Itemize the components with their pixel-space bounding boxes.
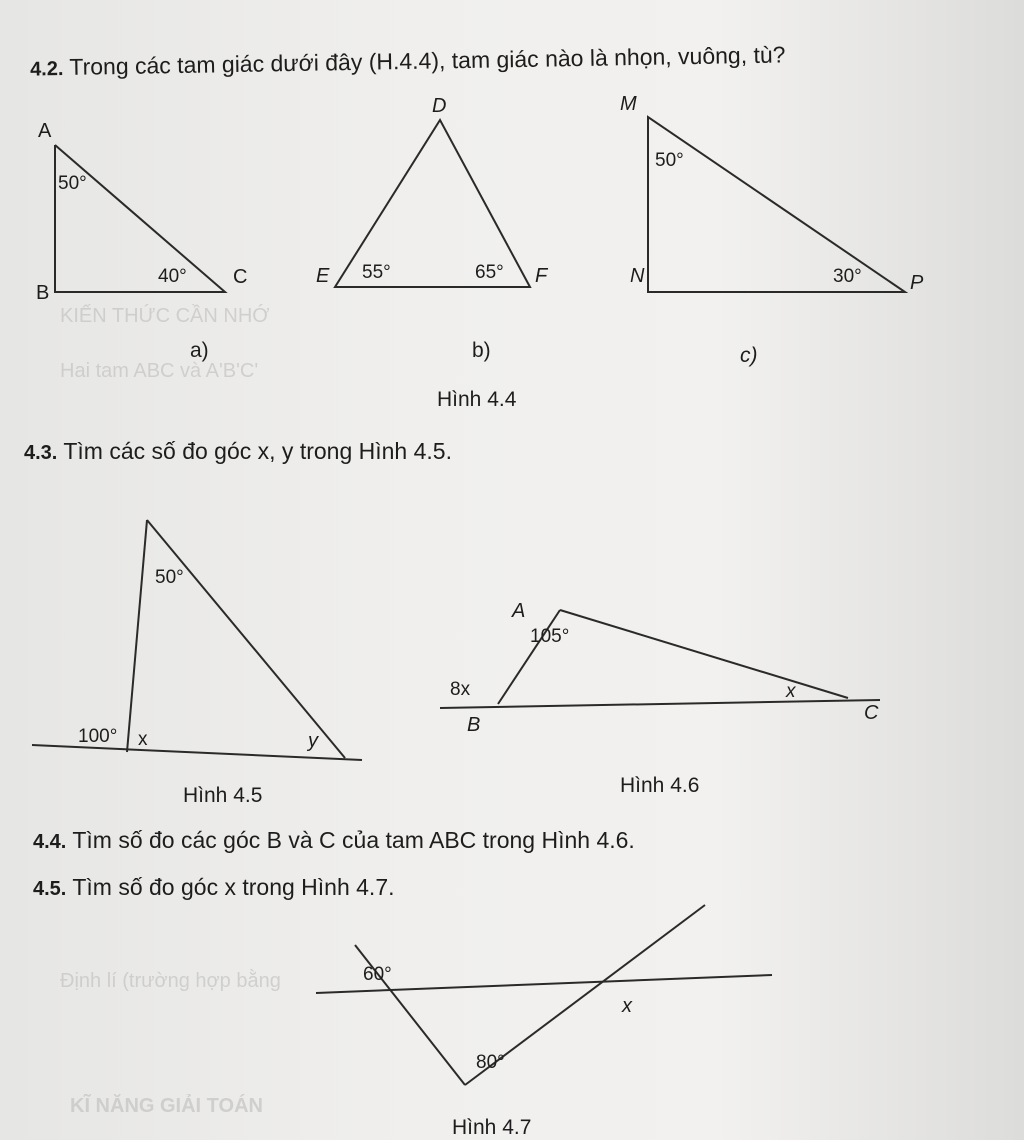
- fig46-angle-c: x: [786, 681, 796, 702]
- fig46-baseline: [440, 700, 880, 708]
- angle-m-label: 50°: [655, 150, 684, 171]
- angle-e-label: 55°: [362, 262, 391, 283]
- angle-c-label: 40°: [158, 266, 187, 287]
- angle-a-label: 50°: [58, 173, 87, 194]
- fig47-x-label: x: [622, 995, 632, 1017]
- bleed-through-text: KIẾN THỨC CẦN NHỚ: [60, 305, 270, 327]
- fig45-x-label: x: [138, 729, 148, 750]
- angle-f-label: 65°: [475, 262, 504, 283]
- vertex-f-label: F: [535, 265, 548, 287]
- triangle-mnp: [648, 117, 905, 292]
- bleed-through-text: KĨ NĂNG GIẢI TOÁN: [70, 1095, 263, 1117]
- subfig-c-label: c): [740, 344, 758, 367]
- problem-4-2: 4.2. Trong các tam giác dưới đây (H.4.4), tam giác nào là nhọn, vuông, tù?: [29, 41, 786, 81]
- vertex-p-label: P: [910, 272, 924, 294]
- vertex-m-label: M: [620, 93, 637, 115]
- problem-4-5: 4.5. Tìm số đo góc x trong Hình 4.7.: [33, 874, 395, 900]
- subfig-a-label: a): [190, 339, 209, 362]
- fig45-right-side: [147, 520, 345, 758]
- fig45-top-angle: 50°: [155, 567, 184, 588]
- vertex-c-label: C: [233, 266, 248, 288]
- angle-p-label: 30°: [833, 266, 862, 287]
- triangle-abc-a: [55, 145, 225, 292]
- vertex-e-label: E: [316, 265, 330, 287]
- vertex-n-label: N: [630, 265, 645, 287]
- fig47-caption: Hình 4.7: [452, 1116, 532, 1139]
- fig46-side-ba: [498, 610, 560, 704]
- bleed-through-text: Định lí (trường hợp bằng: [60, 970, 281, 992]
- vertex-b-label: B: [36, 282, 50, 304]
- fig47-top-angle: 60°: [363, 964, 392, 985]
- vertex-a-label: A: [38, 120, 52, 142]
- problem-4-4: 4.4. Tìm số đo các góc B và C của tam ABC trong Hình 4.6.: [33, 827, 635, 853]
- fig45-caption: Hình 4.5: [183, 784, 263, 807]
- fig46-angle-b: 8x: [450, 679, 471, 700]
- fig46-angle-a: 105°: [530, 626, 570, 647]
- fig45-bottom-left-angle: 100°: [78, 726, 118, 747]
- fig46-vertex-c: C: [864, 702, 879, 724]
- vertex-d-label: D: [432, 95, 447, 117]
- subfig-b-label: b): [472, 339, 491, 362]
- fig46-vertex-a: A: [512, 600, 526, 622]
- bleed-through-text: Hai tam ABC và A'B'C': [60, 360, 259, 382]
- fig46-vertex-b: B: [467, 714, 481, 736]
- fig46-side-ac: [560, 610, 848, 698]
- fig45-left-side: [127, 520, 147, 752]
- problem-4-3: 4.3. Tìm các số đo góc x, y trong Hình 4.5.: [24, 438, 452, 464]
- fig45-y-label: y: [308, 730, 318, 752]
- fig46-caption: Hình 4.6: [620, 774, 700, 797]
- fig47-bottom-angle: 80°: [476, 1052, 505, 1073]
- fig44-caption: Hình 4.4: [437, 388, 517, 411]
